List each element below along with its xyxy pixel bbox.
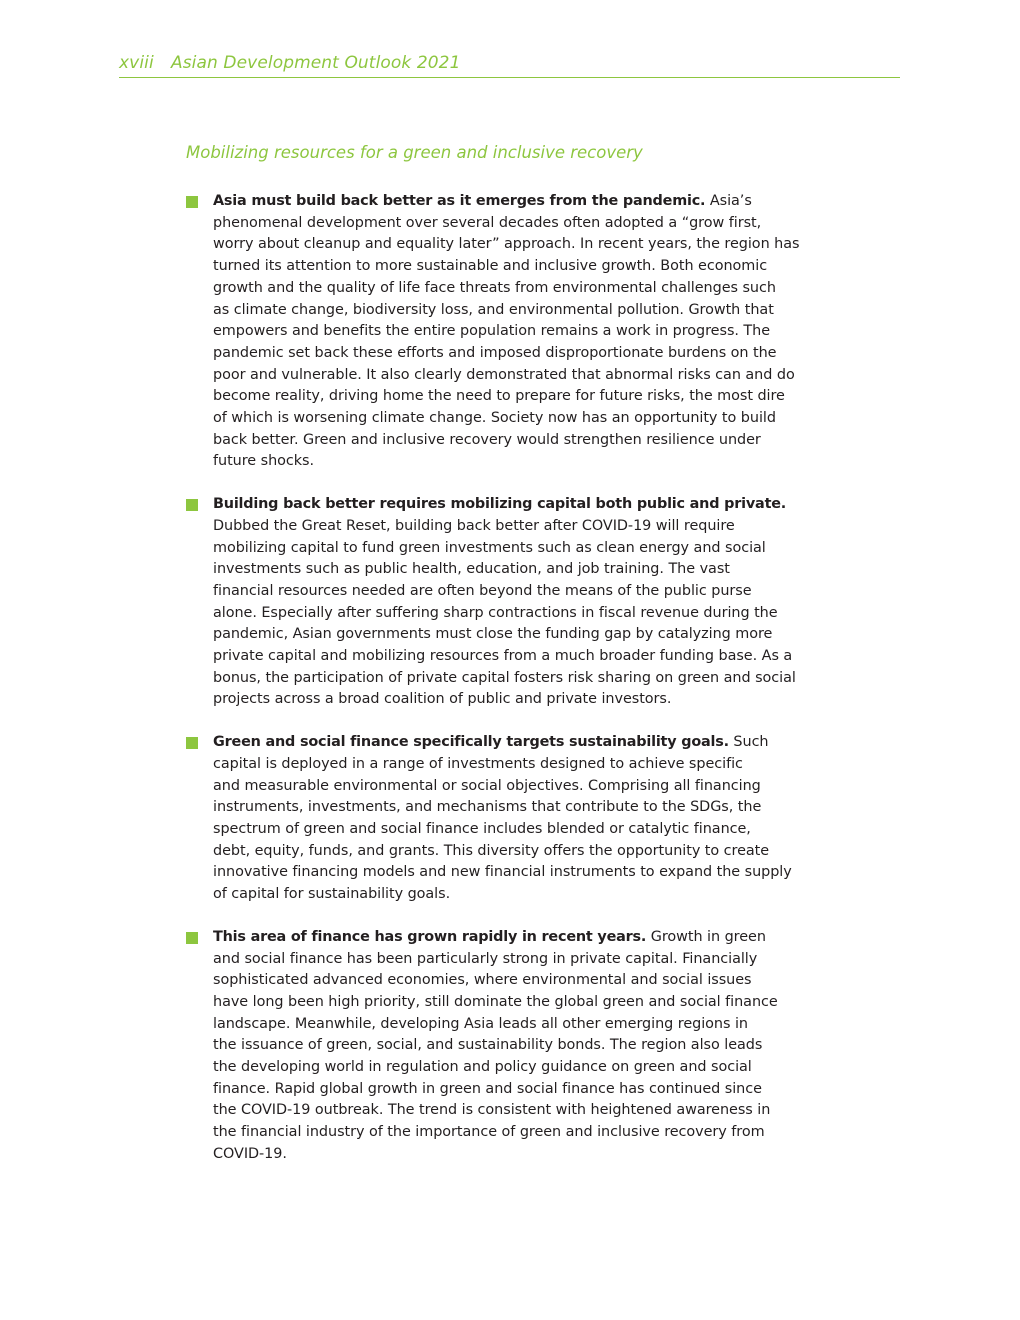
bullet-line: Dubbed the Great Reset, building back better after COVID-19 will require [213,517,735,534]
bullet-line: empowers and benefits the entire population remains a work in progress. The [213,323,771,340]
bullet-line: private capital and mobilizing resources from a much broader funding base. As a [213,648,793,665]
bullet-line: the financial industry of the importance of green and inclusive recovery from [213,1124,765,1141]
bullet-line: the COVID-19 outbreak. The trend is consistent with heightened awareness in [213,1102,771,1119]
bullet-line: turned its attention to more sustainable and inclusive growth. Both economic [213,258,768,275]
bullet-line: investments such as public health, education, and job training. The vast [213,561,730,578]
bullet-line: and social finance has been particularly strong in private capital. Financially [213,950,758,967]
bullet-line: sophisticated advanced economies, where environmental and social issues [213,972,752,989]
bullet-line: the developing world in regulation and policy guidance on green and social [213,1059,752,1076]
bullet-line: the issuance of green, social, and sustainability bonds. The region also leads [213,1037,763,1054]
bullet-first-line [213,494,836,516]
bullet-item [186,927,836,1166]
bullet-line: of capital for sustainability goals. [213,886,451,903]
square-bullet-icon [186,932,198,944]
bullet-line: instruments, investments, and mechanisms that contribute to the SDGs, the [213,799,762,816]
bullet-line: Asia’s [705,193,752,209]
section-title: Mobilizing resources for a green and inclusive recovery [186,143,643,162]
running-header [119,52,900,78]
bullet-lead-sentence: Asia must build back better as it emerges from the pandemic. [213,193,706,209]
bullet-line: projects across a broad coalition of public and private investors. [213,691,672,708]
bullet-line: pandemic, Asian governments must close the funding gap by catalyzing more [213,626,773,643]
bullet-item [186,494,836,711]
bullet-line: poor and vulnerable. It also clearly demonstrated that abnormal risks can and do [213,366,795,383]
bullet-text [213,927,836,1166]
bullet-line: phenomenal development over several decades often adopted a “grow first, [213,214,762,231]
bullet-first-line [213,191,836,213]
bullet-line: become reality, driving home the need to prepare for future risks, the most dire [213,388,785,405]
bullet-lead-sentence: This area of finance has grown rapidly in recent years. [213,928,647,945]
bullet-line: alone. Especially after suffering sharp contractions in fiscal revenue during the [213,604,778,621]
bullet-text [213,191,836,473]
bullet-line: have long been high priority, still dominate the global green and social finance [213,993,778,1010]
bullet-line: growth and the quality of life face threats from environmental challenges such [213,279,776,296]
bullet-line: innovative financing models and new financial instruments to expand the supply [213,864,792,881]
bullet-item [186,732,836,906]
bullet-lead-sentence: Green and social finance specifically targets sustainability goals. [213,734,729,751]
bullet-item [186,191,836,473]
bullet-line: COVID-19. [213,1145,287,1162]
bullet-line: financial resources needed are often beyond the means of the public purse [213,582,752,599]
bullet-line: debt, equity, funds, and grants. This diversity offers the opportunity to create [213,842,770,859]
bullet-list [186,191,836,1166]
bullet-line: worry about cleanup and equality later” approach. In recent years, the region has [213,236,800,253]
bullet-line: mobilizing capital to fund green investments such as clean energy and social [213,539,766,556]
bullet-line: Such [728,734,769,751]
square-bullet-icon [186,737,198,749]
square-bullet-icon [186,499,198,511]
bullet-line: as climate change, biodiversity loss, and environmental pollution. Growth that [213,301,774,318]
bullet-first-line [213,732,836,754]
bullet-line: of which is worsening climate change. Society now has an opportunity to build [213,410,776,427]
bullet-line: and measurable environmental or social objectives. Comprising all financing [213,777,761,794]
bullet-line: capital is deployed in a range of investments designed to achieve specific [213,755,743,772]
publication-title: Asian Development Outlook 2021 [171,53,461,73]
bullet-line: future shocks. [213,453,315,470]
page-number: xviii [119,53,154,73]
bullet-line: bonus, the participation of private capital fosters risk sharing on green and social [213,669,796,686]
bullet-line: pandemic set back these efforts and imposed disproportionate burdens on the [213,344,777,361]
bullet-text [213,732,836,906]
bullet-line: landscape. Meanwhile, developing Asia leads all other emerging regions in [213,1015,748,1032]
bullet-line: Growth in green [646,928,766,945]
bullet-lead-sentence: Building back better requires mobilizing capital both public and private. [213,496,787,513]
bullet-first-line [213,927,836,949]
bullet-line: finance. Rapid global growth in green and social finance has continued since [213,1080,762,1097]
bullet-line: back better. Green and inclusive recovery would strengthen resilience under [213,431,761,448]
bullet-text [213,494,836,711]
square-bullet-icon [186,196,198,208]
bullet-line: spectrum of green and social finance includes blended or catalytic finance, [213,820,751,837]
